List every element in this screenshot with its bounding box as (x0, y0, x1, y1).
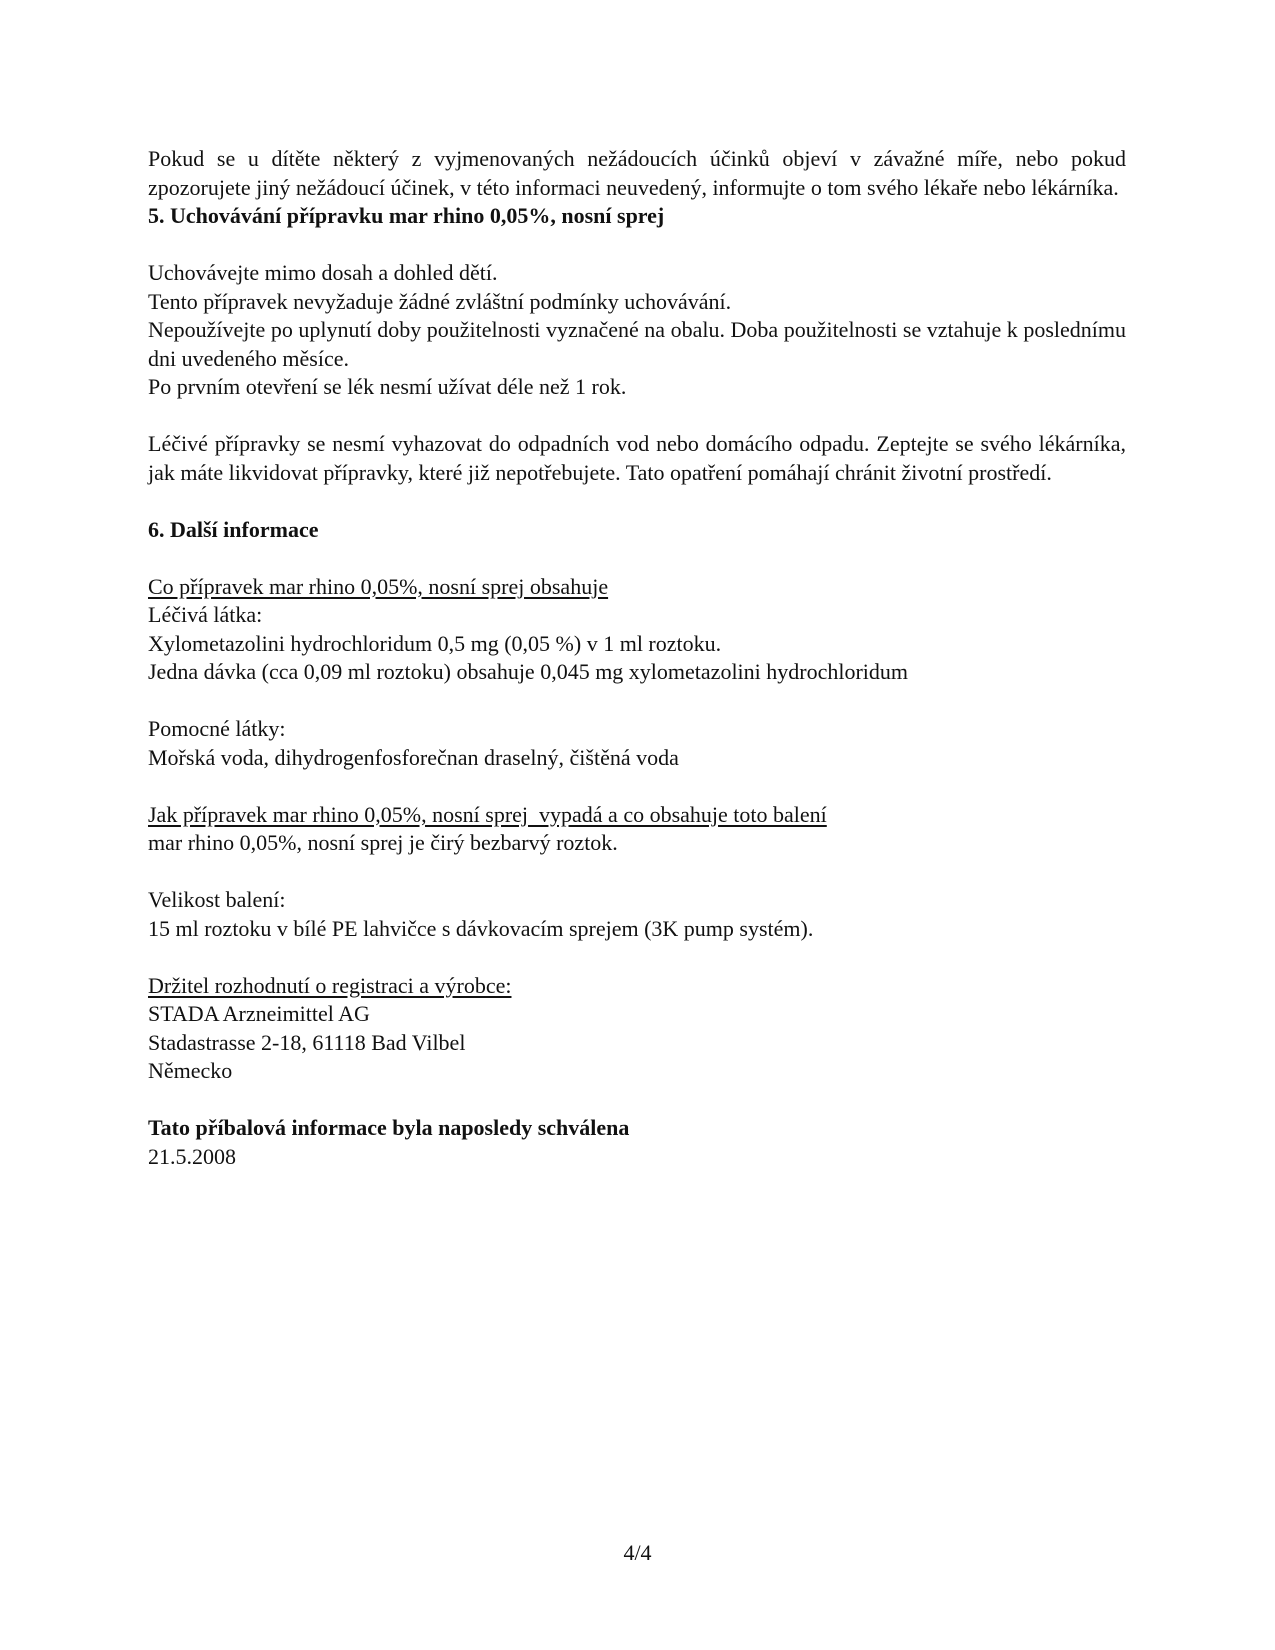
section-5-heading: 5. Uchovávání přípravku mar rhino 0,05%, nosní sprej (148, 203, 665, 228)
holder-name: STADA Arzneimittel AG (148, 1001, 370, 1026)
appearance-text: mar rhino 0,05%, nosní sprej je čirý bezbarvý roztok. (148, 830, 618, 855)
approval-label: Tato příbalová informace byla naposledy schválena (148, 1115, 630, 1140)
holder-address: Stadastrasse 2-18, 61118 Bad Vilbel (148, 1029, 466, 1055)
storage-line: Uchovávejte mimo dosah a dohled dětí. (148, 260, 498, 285)
document-body (148, 145, 1126, 1171)
page-number: 4/4 (623, 1540, 652, 1565)
spacer (148, 687, 1126, 716)
pack-size-label: Velikost balení: (148, 887, 286, 912)
spacer (148, 943, 1126, 972)
pack-size-text: 15 ml roztoku v bílé PE lahvičce s dávkovacím sprejem (3K pump systém). (148, 915, 814, 941)
spacer (148, 402, 1126, 431)
storage-line: Tento přípravek nevyžaduje žádné zvláštní podmínky uchovávání. (148, 288, 732, 314)
storage-line: Po prvním otevření se lék nesmí užívat déle než 1 rok. (148, 374, 627, 399)
spacer (148, 772, 1126, 801)
intro-paragraph: Pokud se u dítěte některý z vyjmenovaných nežádoucích účinků objeví v závažné míře, nebo pokud zpozorujete jiný nežádoucí účinek, v této informaci neuvedený, informujte o tom svého lékaře nebo lékárníka. (148, 146, 1126, 200)
spacer (148, 1086, 1126, 1115)
section-6-heading: 6. Další informace (148, 516, 319, 542)
spacer (148, 544, 1126, 573)
spacer (148, 858, 1126, 887)
spacer (148, 487, 1126, 516)
excipients-text: Mořská voda, dihydrogenfosforečnan draselný, čištěná voda (148, 744, 679, 770)
holder-country: Německo (148, 1058, 233, 1083)
disposal-paragraph: Léčivé přípravky se nesmí vyhazovat do odpadních vod nebo domácího odpadu. Zeptejte se svého lékárníka, jak máte likvidovat přípravky, které již nepotřebujete. Tato opatření pomáhají chránit životní prostředí. (148, 431, 1126, 485)
active-substance-line: Jedna dávka (cca 0,09 ml roztoku) obsahuje 0,045 mg xylometazolini hydrochloridum (148, 659, 909, 684)
approval-date: 21.5.2008 (148, 1143, 236, 1169)
spacer (148, 231, 1126, 260)
appearance-title: Jak přípravek mar rhino 0,05%, nosní sprej vypadá a co obsahuje toto balení (148, 801, 827, 827)
excipients-label: Pomocné látky: (148, 716, 286, 741)
composition-title: Co přípravek mar rhino 0,05%, nosní sprej obsahuje (148, 573, 609, 599)
active-substance-label: Léčivá látka: (148, 602, 263, 627)
active-substance-line: Xylometazolini hydrochloridum 0,5 mg (0,05 %) v 1 ml roztoku. (148, 630, 722, 656)
storage-line: Nepoužívejte po uplynutí doby použitelnosti vyznačené na obalu. Doba použitelnosti se vztahuje k poslednímu dni uvedeného měsíce. (148, 317, 1126, 371)
holder-title: Držitel rozhodnutí o registraci a výrobce: (148, 972, 512, 998)
